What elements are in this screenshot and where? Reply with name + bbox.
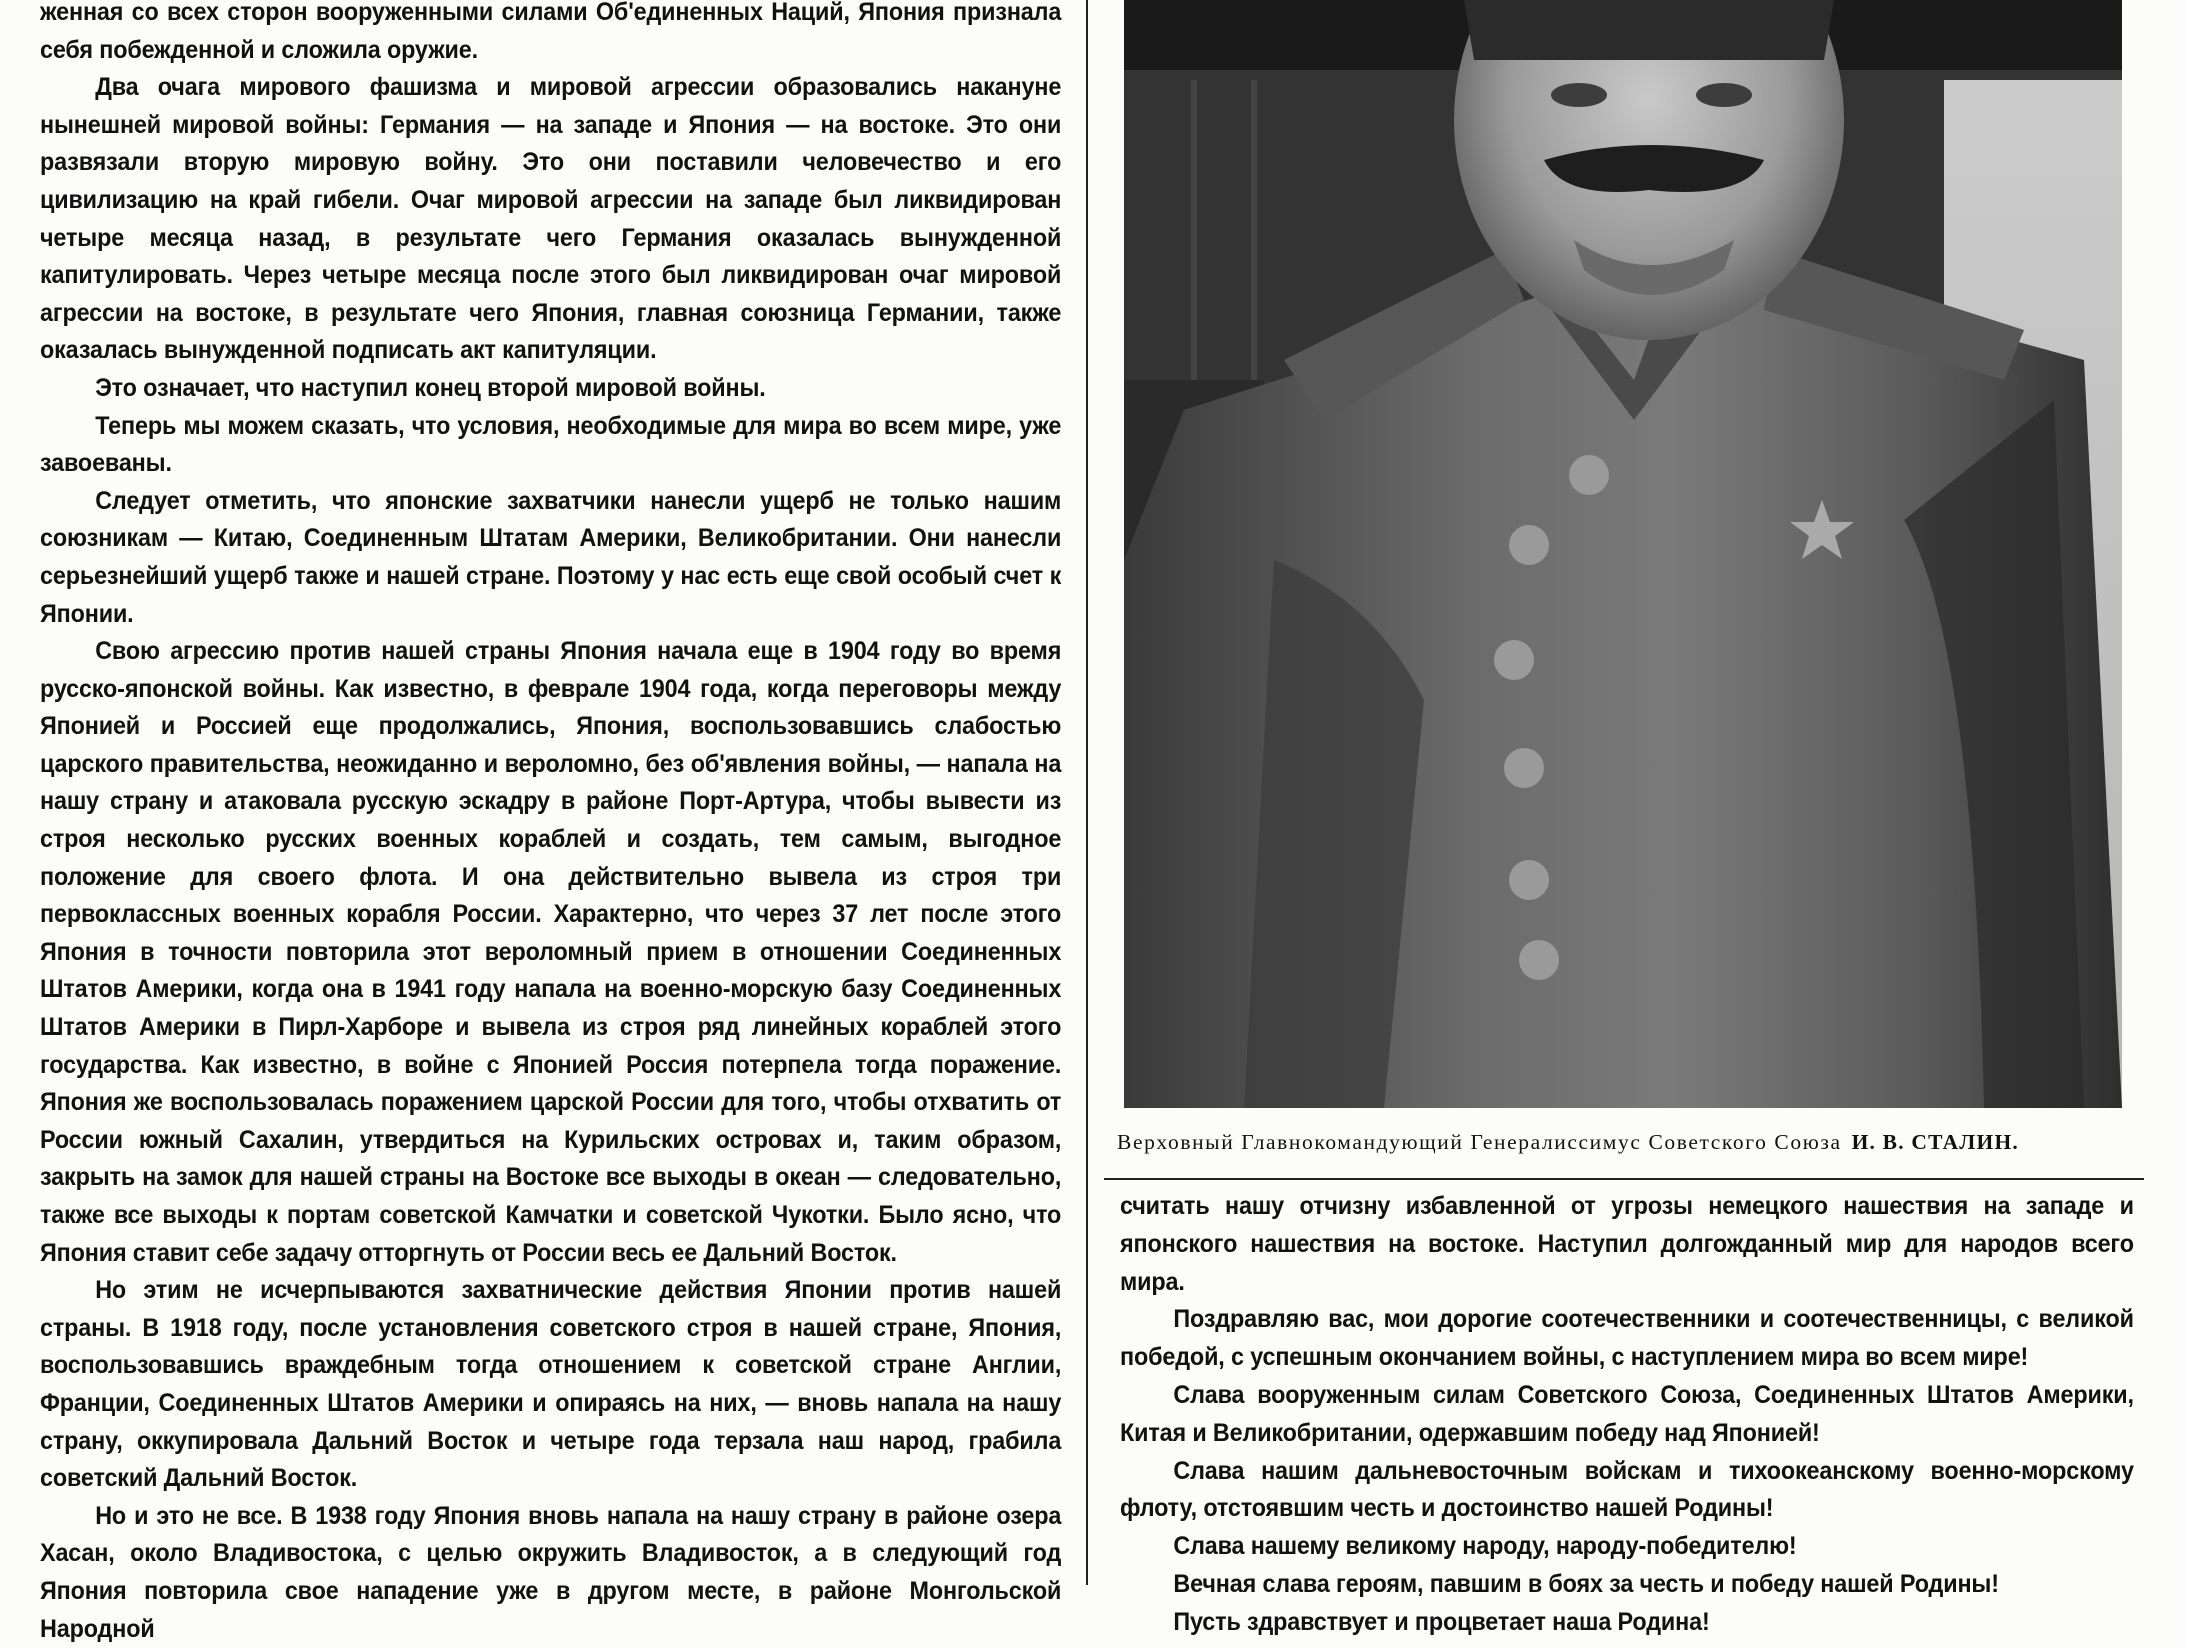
photo-caption <box>1117 1130 2127 1155</box>
right-article-column <box>1120 1188 2134 1636</box>
article-paragraph: Слава нашим дальневосточным войскам и тихоокеанскому военно-морскому флоту, отстоявшим честь и достоинство нашей Родины! <box>1120 1456 2134 1523</box>
article-paragraph: считать нашу отчизну избавленной от угрозы немецкого нашествия на западе и японского нашествия на востоке. Наступил долгожданный мир для народов всего мира. <box>1120 1192 2134 1296</box>
article-paragraph: Теперь мы можем сказать, что условия, необходимые для мира во всем мире, уже завоеваны. <box>40 411 1062 478</box>
portrait-image <box>1124 0 2122 1108</box>
article-paragraph: Пусть здравствует и процветает наша Родина! <box>1173 1607 1710 1636</box>
article-paragraph: Вечная слава героям, павшим в боях за честь и победу нашей Родины! <box>1173 1569 1999 1598</box>
article-paragraph: Поздравляю вас, мои дорогие соотечественники и соотечественницы, с великой победой, с успешным окончанием войны, с наступлением мира во всем мире! <box>1120 1305 2134 1372</box>
article-paragraph: Два очага мирового фашизма и мировой агрессии образовались накануне нынешней мировой войны: Германия — на западе и Япония — на востоке. Это они развязали вторую мировую войну. Это они поставили человечество и его цивилизацию на край гибели. Очаг мировой агрессии на западе был ликвидирован четыре месяца назад, в результате чего Германия оказалась вынужденной капитулировать. Через четыре месяца после этого был ликвидирован очаг мировой агрессии на востоке, в результате чего Япония, главная союзница Германии, также оказалась вынужденной подписать акт капитуляции. <box>40 73 1062 365</box>
caption-name: И. В. СТАЛИН. <box>1851 1130 2019 1154</box>
caption-title: Верховный Главнокомандующий Генералиссимус Советского Союза <box>1117 1130 1842 1154</box>
portrait-photo <box>1124 0 2122 1108</box>
article-paragraph: Слава нашему великому народу, народу-победителю! <box>1173 1532 1797 1561</box>
article-paragraph: Следует отметить, что японские захватчики нанесли ущерб не только нашим союзникам — Китаю, Соединенным Штатам Америки, Великобритании. Они нанесли серьезнейший ущерб также и нашей стране. Поэтому у нас есть еще свой особый счет к Японии. <box>40 486 1062 628</box>
article-paragraph: Но и это не все. В 1938 году Япония вновь напала на нашу страну в районе озера Хасан, около Владивостока, с целью окружить Владивосток, а в следующий год Япония повторила свое нападение уже в другом месте, в районе Монгольской Народной <box>40 1501 1062 1643</box>
article-paragraph: Это означает, что наступил конец второй мировой войны. <box>95 373 766 402</box>
article-paragraph: женная со всех сторон вооруженными силами Об'единенных Наций, Япония признала себя побежденной и сложила оружие. <box>40 0 1062 64</box>
caption-divider <box>1104 1178 2144 1180</box>
column-divider <box>1086 0 1088 1585</box>
article-paragraph: Свою агрессию против нашей страны Япония начала еще в 1904 году во время русско-японской войны. Как известно, в феврале 1904 года, когда переговоры между Японией и Россией еще продолжались, Япония, воспользовавшись слабостью царского правительства, неожиданно и вероломно, без об'явления войны, — напала на нашу страну и атаковала русскую эскадру в районе Порт-Артура, чтобы вывести из строя несколько русских военных кораблей и создать, тем самым, выгодное положение для своего флота. И она действительно вывела из строя три первоклассных военных корабля России. Характерно, что через 37 лет после этого Япония в точности повторила этот вероломный прием в отношении Соединенных Штатов Америки, когда она в 1941 году напала на военно-морскую базу Соединенных Штатов Америки в Пирл-Харборе и вывела из строя ряд линейных кораблей этого государства. Как известно, в войне с Японией Россия потерпела тогда поражение. Япония же воспользовалась поражением царской России для того, чтобы отхватить от России южный Сахалин, утвердиться на Курильских островах и, таким образом, закрыть на замок для нашей страны на Востоке все выходы в океан — следовательно, также все выходы к портам советской Камчатки и советской Чукотки. Было ясно, что Япония ставит себе задачу отторгнуть от России весь ее Дальний Восток. <box>40 637 1062 1267</box>
left-article-column <box>40 0 1062 1643</box>
article-paragraph: Но этим не исчерпываются захватнические действия Японии против нашей страны. В 1918 году, после установления советского строя в нашей стране, Япония, воспользовавшись враждебным тогда отношением к советской стране Англии, Франции, Соединенных Штатов Америки и опираясь на них, — вновь напала на нашу страну, оккупировала Дальний Восток и четыре года терзала наш народ, грабила советский Дальний Восток. <box>40 1276 1062 1493</box>
article-paragraph: Слава вооруженным силам Советского Союза, Соединенных Штатов Америки, Китая и Великобритании, одержавшим победу над Японией! <box>1120 1380 2134 1447</box>
